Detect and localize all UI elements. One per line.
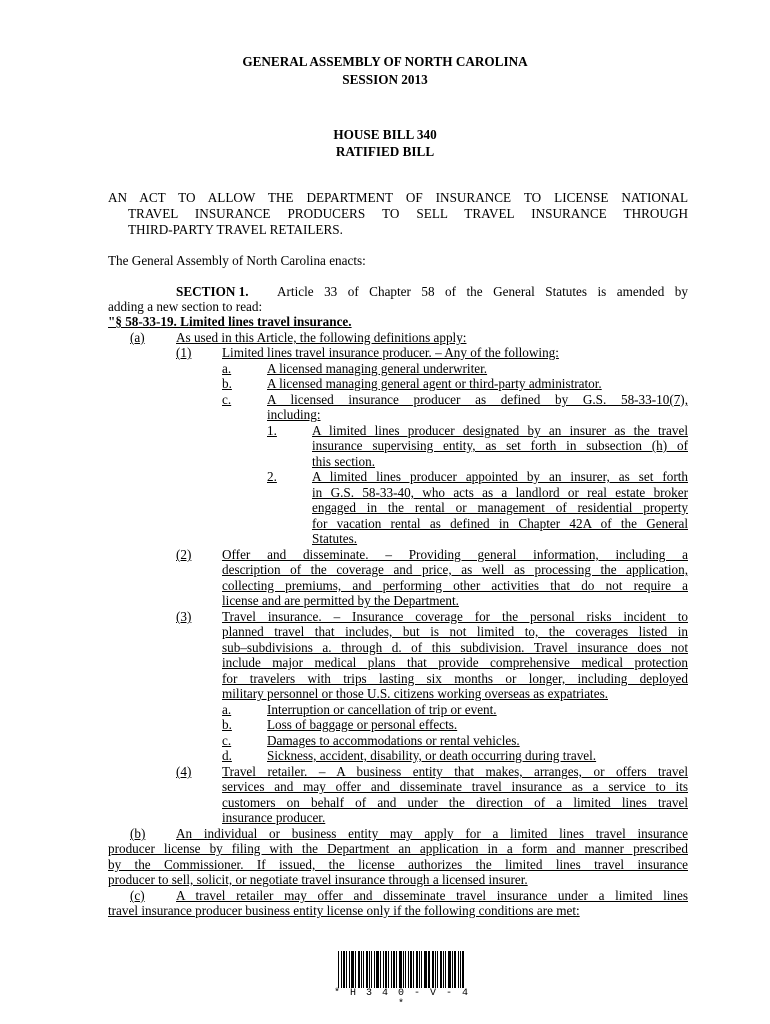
barcode-bar: [346, 951, 347, 988]
subdivision-text: Limited lines travel insurance producer. – Any of the following:: [222, 345, 559, 360]
subitem-text: engaged in the rental or management of residential property: [312, 500, 688, 515]
item-text: A licensed insurance producer as defined by G.S. 58-33-10(7),: [267, 392, 688, 407]
item-marker: d.: [222, 748, 232, 763]
subitem-text: A limited lines producer appointed by an insurer, as set forth: [312, 469, 688, 484]
statute-heading: "§ 58-33-19. Limited lines travel insurance.: [108, 314, 352, 329]
subdivision-text: military personnel or those U.S. citizens working overseas as expatriates.: [222, 686, 608, 701]
subdivision-marker: (3): [176, 609, 192, 624]
barcode-bar: [458, 951, 459, 988]
enacting-clause: The General Assembly of North Carolina enacts:: [108, 253, 366, 268]
act-title-line: AN ACT TO ALLOW THE DEPARTMENT OF INSURANCE TO LICENSE NATIONAL: [108, 190, 688, 205]
barcode-bar: [399, 951, 402, 988]
barcode-bar: [341, 951, 342, 988]
barcode-bar: [429, 951, 430, 988]
barcode-bar: [445, 951, 446, 988]
barcode-bar: [440, 951, 442, 988]
barcode-bar: [358, 951, 360, 988]
barcode-bar: [410, 951, 412, 988]
barcode-bar: [416, 951, 418, 988]
item-text: Sickness, accident, disability, or death occurring during travel.: [267, 748, 597, 763]
barcode-bar: [355, 951, 356, 988]
item-text: Interruption or cancellation of trip or event.: [267, 702, 497, 717]
barcode-bar: [383, 951, 384, 988]
item-marker: a.: [222, 702, 232, 717]
barcode-text: * H 3 4 0 - V - 4 *: [333, 988, 471, 1010]
subsection-marker: (a): [130, 330, 145, 345]
subdivision-marker: (2): [176, 547, 192, 562]
barcode-bar: [369, 951, 371, 988]
subsection-text: producer to sell, solicit, or negotiate travel insurance through a licensed insurer.: [108, 872, 528, 887]
barcode-bar: [366, 951, 368, 988]
subdivision-text: insurance producer.: [222, 810, 326, 825]
section-text: Article 33 of Chapter 58 of the General Statutes is amended by: [277, 284, 688, 299]
barcode-bar: [380, 951, 381, 988]
barcode-bar: [424, 951, 427, 988]
subdivision-text: license and are permitted by the Department.: [222, 593, 459, 608]
barcode-bar: [460, 951, 461, 988]
act-title-line: TRAVEL INSURANCE PRODUCERS TO SELL TRAVEL INSURANCE THROUGH: [128, 206, 688, 221]
barcode-bar: [391, 951, 392, 988]
barcode-bar: [413, 951, 414, 988]
subdivision-text: sub–subdivisions a. through d. of this subdivision. Travel insurance does not: [222, 640, 688, 655]
barcode-bar: [452, 951, 453, 988]
barcode: [338, 951, 466, 988]
bill-number: HOUSE BILL 340: [333, 127, 437, 142]
subitem-text: A limited lines producer designated by an insurer as the travel: [312, 423, 688, 438]
subsection-text: producer license by filing with the Department an application in a form and manner prescribed: [108, 841, 688, 856]
subdivision-text: customers on behalf of and under the direction of a limited lines travel: [222, 795, 688, 810]
assembly-heading: GENERAL ASSEMBLY OF NORTH CAROLINA: [242, 54, 528, 69]
subitem-text: Statutes.: [312, 531, 358, 546]
subitem-text: for vacation rental as defined in Chapter 42A of the General: [312, 516, 688, 531]
session-heading: SESSION 2013: [342, 72, 428, 87]
barcode-bar: [454, 951, 456, 988]
subsection-text: An individual or business entity may apply for a limited lines travel insurance: [176, 826, 688, 841]
barcode-bar: [432, 951, 434, 988]
barcode-bar: [448, 951, 451, 988]
subitem-marker: 2.: [267, 469, 277, 484]
subdivision-marker: (1): [176, 345, 192, 360]
subdivision-text: Travel retailer. – A business entity that makes, arranges, or offers travel: [222, 764, 688, 779]
item-text: A licensed managing general underwriter.: [267, 361, 488, 376]
subsection-marker: (c): [130, 888, 145, 903]
barcode-bar: [361, 951, 362, 988]
item-marker: c.: [222, 392, 232, 407]
item-marker: b.: [222, 717, 232, 732]
subdivision-text: planned travel that includes, but is not limited to, the coverages listed in: [222, 624, 688, 639]
subitem-text: insurance supervising entity, as set forth in subsection (h) of: [312, 438, 688, 453]
barcode-bar: [393, 951, 395, 988]
subitem-text: this section.: [312, 454, 376, 469]
act-title-line: THIRD-PARTY TRAVEL RETAILERS.: [128, 222, 343, 237]
barcode-bar: [428, 951, 429, 988]
subsection-text: travel insurance producer business entity license only if the following conditions are met:: [108, 903, 580, 918]
item-marker: c.: [222, 733, 232, 748]
subdivision-text: for travelers with trips lasting six months or longer, including deployed: [222, 671, 688, 686]
barcode-bar: [408, 951, 409, 988]
barcode-bar: [371, 951, 372, 988]
barcode-bar: [376, 951, 379, 988]
subdivision-text: services and may offer and disseminate travel insurance as a service to its: [222, 779, 688, 794]
barcode-bar: [403, 951, 404, 988]
barcode-bar: [338, 951, 339, 988]
item-text: including:: [267, 407, 321, 422]
section-label: SECTION 1.: [176, 284, 249, 299]
barcode-bar: [443, 951, 444, 988]
subitem-marker: 1.: [267, 423, 277, 438]
barcode-bar: [419, 951, 420, 988]
barcode-bar: [343, 951, 345, 988]
barcode-bar: [385, 951, 387, 988]
barcode-bar: [351, 951, 354, 988]
subdivision-text: Travel insurance. – Insurance coverage for the personal risks incident to: [222, 609, 688, 624]
item-marker: a.: [222, 361, 232, 376]
item-text: A licensed managing general agent or third-party administrator.: [267, 376, 602, 391]
bill-status: RATIFIED BILL: [335, 144, 435, 159]
barcode-bar: [374, 951, 375, 988]
subsection-marker: (b): [130, 826, 146, 841]
barcode-bar: [437, 951, 438, 988]
subdivision-text: collecting premiums, and performing other activities that do not require a: [222, 578, 688, 593]
item-marker: b.: [222, 376, 232, 391]
subdivision-marker: (4): [176, 764, 192, 779]
barcode-bar: [349, 951, 350, 988]
item-text: Damages to accommodations or rental vehicles.: [267, 733, 520, 748]
barcode-bar: [396, 951, 397, 988]
subdivision-text: description of the coverage and price, as well as processing the application,: [222, 562, 688, 577]
barcode-bar: [388, 951, 389, 988]
subitem-text: in G.S. 58-33-40, who acts as a landlord or real estate broker: [312, 485, 688, 500]
barcode-bar: [363, 951, 364, 988]
subsection-text: by the Commissioner. If issued, the license authorizes the limited lines travel insurance: [108, 857, 688, 872]
barcode-bar: [435, 951, 436, 988]
item-text: Loss of baggage or personal effects.: [267, 717, 458, 732]
subsection-text: As used in this Article, the following definitions apply:: [176, 330, 467, 345]
barcode-bar: [462, 951, 464, 988]
barcode-bar: [421, 951, 422, 988]
section-text: adding a new section to read:: [108, 299, 263, 314]
barcode-bar: [405, 951, 406, 988]
subsection-text: A travel retailer may offer and disseminate travel insurance under a limited lines: [176, 888, 688, 903]
subdivision-text: Offer and disseminate. – Providing general information, including a: [222, 547, 688, 562]
subdivision-text: include major medical plans that provide comprehensive medical protection: [222, 655, 688, 670]
